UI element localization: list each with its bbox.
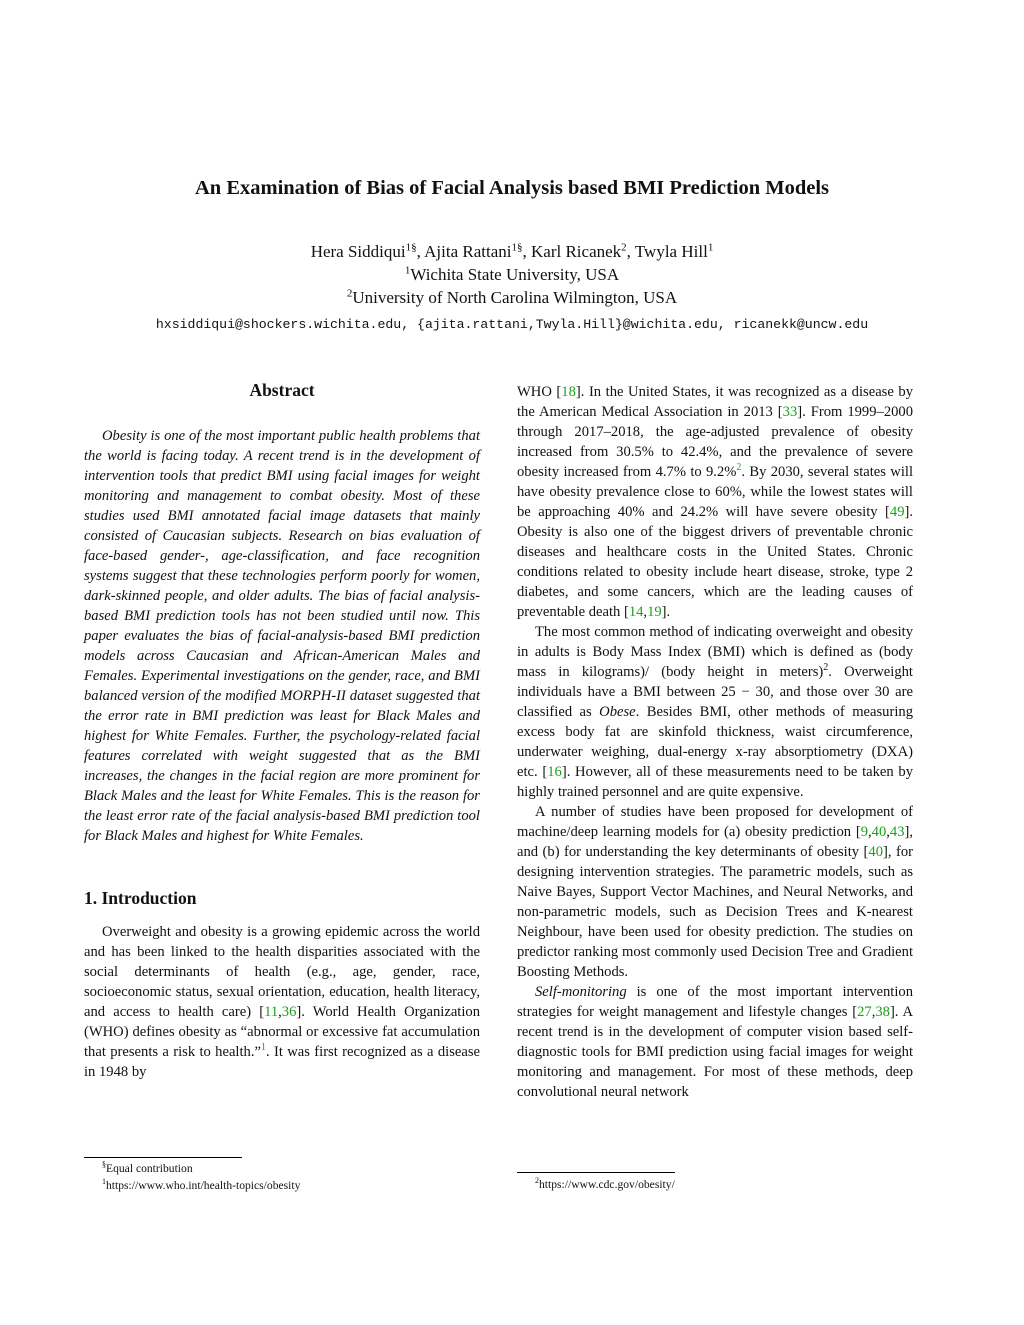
citation-link[interactable]: 16 <box>547 764 562 780</box>
text-run: ]. However, all of these measurements need to be taken by highly trained personnel and are quite expensive. <box>517 764 914 800</box>
affiliation-text: University of North Carolina Wilmington, USA <box>352 288 678 307</box>
superscript: 2 <box>823 662 829 674</box>
footnote-link[interactable]: 2 <box>736 462 742 474</box>
abstract-heading: Abstract <box>249 380 315 400</box>
right-paragraph-3 <box>517 802 913 982</box>
affiliation-mark: 2 <box>346 287 353 300</box>
section-heading-introduction: 1. Introduction <box>84 888 197 908</box>
affiliation-1 <box>0 263 1024 286</box>
affiliation-mark: 2 <box>621 241 627 254</box>
right-column <box>517 382 913 1102</box>
text-run: WHO [ <box>517 384 562 400</box>
author-block <box>0 240 1024 309</box>
text-run: , <box>643 604 648 620</box>
text-run: . Overweight individuals have a BMI between 25 − 30, and those over 30 are classified as <box>517 664 913 720</box>
text-run: Obese <box>599 704 636 720</box>
text-run: , <box>886 824 890 840</box>
text-run: is one of the most important intervention strategies for weight management and lifestyle changes [ <box>517 984 913 1020</box>
text-run: Overweight and obesity is a growing epidemic across the world and has been linked to the health disparities associated with the social determinants of health (e.g., age, gender, race, socioeconomic status, sexual orientation, education, health literacy, and access to health care) [ <box>84 924 480 1020</box>
left-column <box>84 378 480 1082</box>
text-run: ]. A recent trend is in the development of computer vision based self-diagnostic tools for BMI prediction using facial images for weight monitoring and management. For most of these methods, deep convolutional neural network <box>517 1004 913 1100</box>
text-run: ]. From 1999–2000 through 2017–2018, the age-adjusted prevalence of obesity increased from 30.5% to 42.4%, and the prevalence of severe obesity increased from 4.7% to 9.2% <box>517 404 913 480</box>
author-name: Karl Ricanek <box>531 242 622 261</box>
text-run: ]. <box>661 604 671 620</box>
citation-link[interactable]: 40 <box>871 824 887 840</box>
text-run: ]. Obesity is also one of the biggest drivers of preventable chronic diseases and healthcare costs in the United States. Chronic conditions related to obesity include heart disease, stroke, type 2 diabetes, and some cancers, which are the leading causes of preventable death [ <box>517 504 913 620</box>
footnote-mark: § <box>102 1160 106 1170</box>
author-name: Twyla Hill <box>634 242 708 261</box>
affiliation-mark: 1 <box>404 264 411 277</box>
citation-link[interactable]: 9 <box>860 824 868 840</box>
text-run: , <box>867 824 872 840</box>
footnote-link[interactable]: 1 <box>260 1042 266 1054</box>
citation-link[interactable]: 19 <box>647 604 662 620</box>
citation-link[interactable]: 27 <box>857 1004 872 1020</box>
footnote-2 <box>535 1177 675 1193</box>
text-run: . Besides BMI, other methods of measuring excess body fat are skinfold thickness, waist circumference, underwater weighing, dual-energy x-ray absorptiometry (DXA) etc. [ <box>517 704 913 780</box>
footnote-mark: 2 <box>535 1176 539 1186</box>
text-run: ], for designing intervention strategies. The parametric models, such as Naive Bayes, Support Vector Machines, and Neural Networks, and non-parametric models, such as Decision Trees and K-nearest Neighbour, have been used for obesity prediction. The studies on predictor ranking most commonly used Decision Tree and Gradient Boosting Methods. <box>517 844 913 980</box>
text-run: , <box>278 1004 282 1020</box>
affiliation-text: Wichita State University, USA <box>410 265 620 284</box>
citation-link[interactable]: 38 <box>875 1004 890 1020</box>
affiliation-mark: 1§ <box>405 241 417 254</box>
text-run: , <box>871 1004 876 1020</box>
footnote-url[interactable]: https://www.cdc.gov/obesity/ <box>539 1178 675 1191</box>
right-paragraph-2 <box>517 622 913 802</box>
affiliation-mark: 1§ <box>511 241 523 254</box>
text-run: A number of studies have been proposed for development of machine/deep learning models for (a) obesity prediction [ <box>517 804 913 840</box>
footnote-rule <box>517 1172 675 1173</box>
separator: , <box>416 242 425 261</box>
separator: , <box>522 242 531 261</box>
text-run: Self-monitoring <box>535 984 627 1000</box>
citation-link[interactable]: 40 <box>868 844 883 860</box>
paper-title: An Examination of Bias of Facial Analysis based BMI Prediction Models <box>194 177 830 199</box>
footnote-1 <box>102 1178 300 1194</box>
affiliation-2 <box>0 286 1024 309</box>
text-run: . By 2030, several states will have obesity prevalence close to 60%, while the lowest states will be approaching 40% and 24.2% will have severe obesity [ <box>517 464 913 520</box>
footnote-rule <box>84 1157 242 1158</box>
affiliation-mark: 1 <box>707 241 714 254</box>
separator: , <box>626 242 635 261</box>
citation-link[interactable]: 33 <box>782 404 798 420</box>
author-name: Hera Siddiqui <box>310 242 406 261</box>
right-paragraph-4 <box>517 982 913 1102</box>
text-run: ]. In the United States, it was recognized as a disease by the American Medical Association in 2013 [ <box>517 384 913 420</box>
text-run: The most common method of indicating overweight and obesity in adults is Body Mass Index (BMI) which is defined as (body mass in kilograms)/ (body height in meters) <box>517 624 913 680</box>
citation-link[interactable]: 49 <box>889 504 905 520</box>
text-run: ]. World Health Organization (WHO) defines obesity as “abnormal or excessive fat accumulation that presents a risk to health.” <box>84 1004 480 1060</box>
citation-link[interactable]: 14 <box>628 604 644 620</box>
footnote-text: Equal contribution <box>106 1162 193 1175</box>
footnote-url[interactable]: https://www.who.int/health-topics/obesity <box>106 1179 301 1192</box>
text-run: ], and (b) for understanding the key determinants of obesity [ <box>517 824 913 860</box>
author-line <box>0 240 1024 263</box>
text-run: . It was first recognized as a disease in 1948 by <box>84 1044 480 1080</box>
right-paragraph-1 <box>517 382 913 622</box>
author-name: Ajita Rattani <box>424 242 512 261</box>
citation-link[interactable]: 43 <box>889 824 905 840</box>
citation-link[interactable]: 18 <box>561 384 576 400</box>
citation-link[interactable]: 11 <box>264 1004 279 1020</box>
author-emails: hxsiddiqui@shockers.wichita.edu, {ajita.rattani,Twyla.Hill}@wichita.edu, ricanekk@uncw.edu <box>155 317 869 332</box>
footnote-equal-contribution <box>102 1161 193 1177</box>
footnote-mark: 1 <box>102 1177 106 1187</box>
citation-link[interactable]: 36 <box>281 1004 297 1020</box>
abstract-text: Obesity is one of the most important public health problems that the world is facing today. A recent trend is in the development of intervention tools that predict BMI using facial images for weight monitoring and management to combat obesity. Most of these studies used BMI annotated facial image datasets that mainly consisted of Caucasian subjects. Research on bias evaluation of face-based gender-, age-classification, and face recognition systems suggest that these technologies perform poorly for women, dark-skinned people, and older adults. The bias of facial analysis-based BMI prediction tools has not been studied until now. This paper evaluates the bias of facial-analysis-based BMI prediction models across Caucasian and African-American Males and Females. Experimental investigations on the gender, race, and BMI balanced version of the modified MORPH-II dataset suggested that the error rate in BMI prediction was least for Black Males and highest for White Females. Further, the psychology-related facial features correlated with weight suggested that as the BMI increases, the changes in the facial region are more prominent for Black Males and the least for White Females. This is the reason for the least error rate of the facial analysis-based BMI prediction tool for Black Males and highest for White Females. <box>84 428 480 844</box>
intro-paragraph-1 <box>84 922 480 1082</box>
